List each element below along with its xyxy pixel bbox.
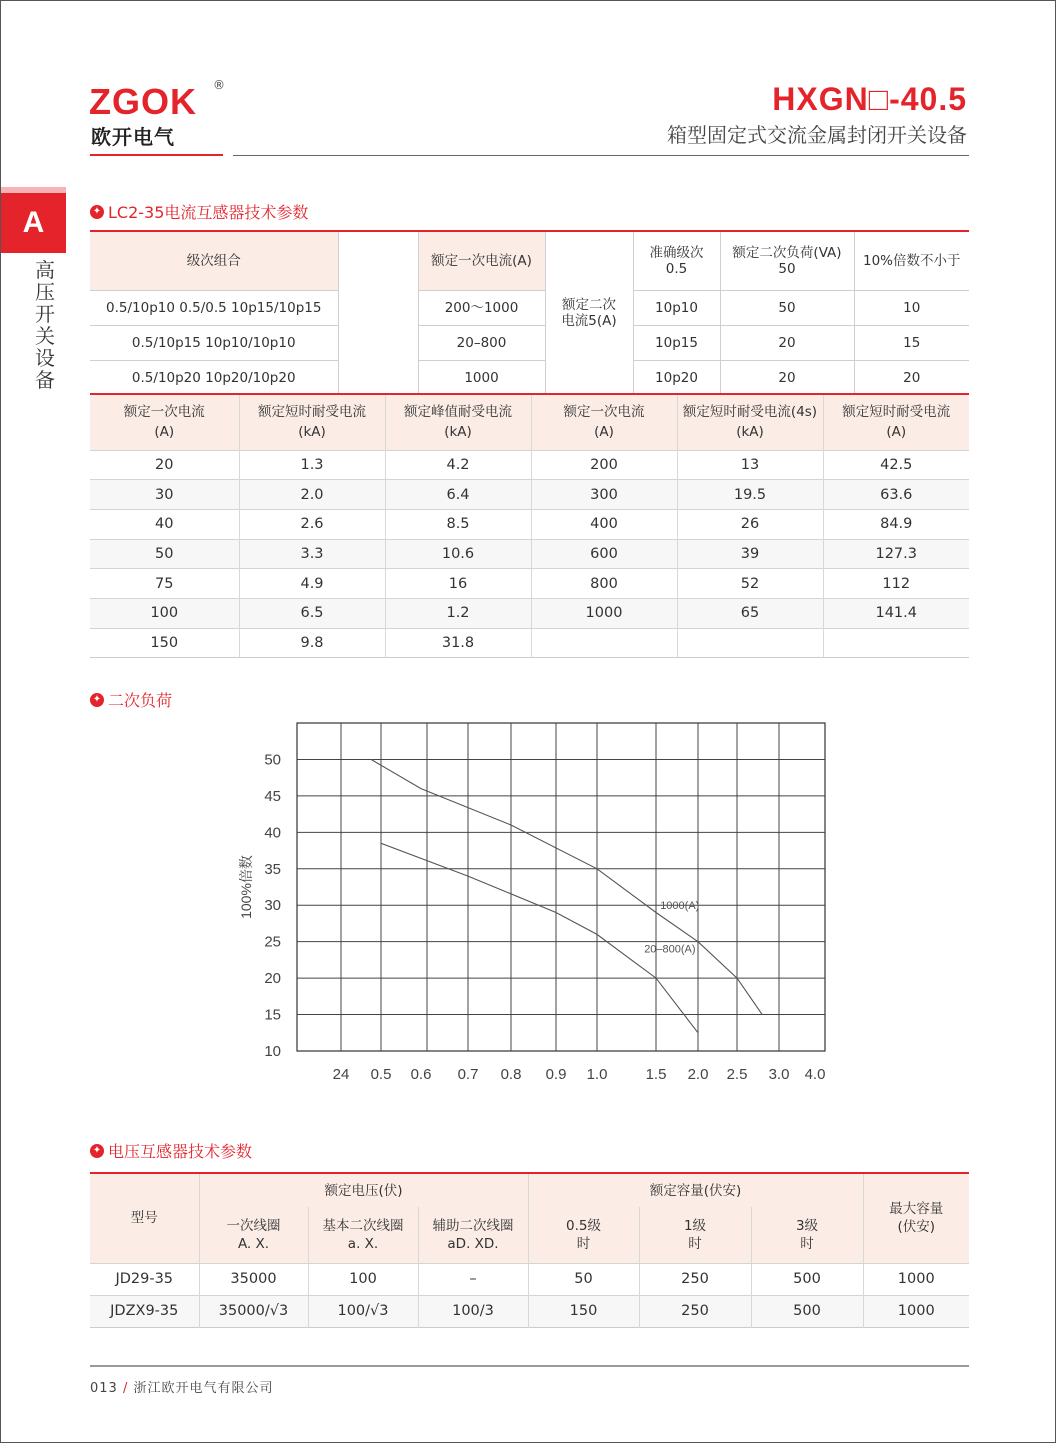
y-tick-label: 20 (264, 970, 281, 988)
section-title-text: LC2-35电流互感器技术参数 (108, 203, 309, 222)
column-header: 额定一次电流 (A) (531, 394, 677, 450)
table-cell: 3.3 (239, 539, 385, 569)
side-category-label: 高压开关设备 (35, 258, 55, 392)
table-cell: 500 (751, 1263, 863, 1295)
table-cell: JDZX9-35 (90, 1295, 199, 1327)
table-row (90, 569, 969, 599)
table-cell: 800 (531, 569, 677, 599)
voltage-subheader: 基本二次线圈 a. X. (308, 1207, 418, 1263)
series-line (371, 759, 762, 1014)
table-cell: 100 (90, 598, 239, 628)
table-cell: JD29-35 (90, 1263, 199, 1295)
x-tick-label: 1.0 (586, 1066, 608, 1083)
section-title-lc2 (90, 200, 308, 223)
class-cell: 10p10 (633, 290, 720, 325)
y-tick-label: 10 (264, 1043, 281, 1060)
combo-cell: 0.5/10p10 0.5/0.5 10p15/10p15 (90, 290, 338, 325)
voltage-subheader: 一次线圈 A. X. (199, 1207, 308, 1263)
table-row (90, 598, 969, 628)
vt-spec-table (90, 1172, 969, 1328)
burden-chart (231, 711, 841, 1091)
voltage-subheader: 辅助二次线圈 aD. XD. (418, 1207, 528, 1263)
table-cell (677, 628, 823, 658)
y-tick-label: 40 (264, 824, 281, 842)
table-cell: 20 (90, 450, 239, 480)
table-cell: 50 (528, 1263, 639, 1295)
table-cell: 13 (677, 450, 823, 480)
x-tick-label: 1.5 (645, 1066, 667, 1083)
burden-cell: 20 (720, 360, 854, 395)
header-secondary-current: 额定二次电流5(A) (545, 231, 633, 395)
table-row (90, 1263, 969, 1295)
footer (90, 1377, 274, 1396)
table-cell: – (418, 1263, 528, 1295)
header-rated-voltage: 额定电压(伏) (199, 1173, 528, 1207)
table-cell: 16 (385, 569, 531, 599)
x-tick-label: 2.0 (687, 1066, 709, 1083)
header-max-capacity: 最大容量(伏安) (863, 1173, 969, 1263)
table-cell: 4.2 (385, 450, 531, 480)
table-cell: 1000 (531, 598, 677, 628)
footer-separator: / (122, 1381, 129, 1396)
header-accuracy: 准确级次 0.5 (633, 231, 720, 290)
burden-cell: 20 (720, 325, 854, 360)
table-cell: 65 (677, 598, 823, 628)
page-number: 013 (90, 1381, 118, 1396)
table-row (90, 509, 969, 539)
brand-chinese-name: 欧开电气 (91, 125, 175, 149)
column-header: 额定短时耐受电流 (kA) (239, 394, 385, 450)
header-multiple: 10%倍数不小于 (854, 231, 969, 290)
y-tick-label: 25 (264, 933, 281, 951)
column-header: 额定峰值耐受电流 (kA) (385, 394, 531, 450)
company-name: 浙江欧开电气有限公司 (133, 1381, 274, 1396)
table-cell: 150 (528, 1295, 639, 1327)
table-cell: 4.9 (239, 569, 385, 599)
class-cell: 10p20 (633, 360, 720, 395)
table-cell: 75 (90, 569, 239, 599)
header-combo: 级次组合 (90, 231, 338, 290)
short-time-current-table (90, 393, 969, 658)
x-tick-label: 0.6 (410, 1066, 432, 1083)
plot-frame (297, 723, 825, 1051)
table-cell: 10.6 (385, 539, 531, 569)
table-cell: 1.2 (385, 598, 531, 628)
header-burden: 额定二次负荷(VA) 50 (720, 231, 854, 290)
table-cell: 112 (823, 569, 969, 599)
header-rated-capacity: 额定容量(伏安) (528, 1173, 863, 1207)
table-cell: 127.3 (823, 539, 969, 569)
x-tick-label: 24 (332, 1066, 350, 1083)
model-subtitle: 箱型固定式交流金属封闭开关设备 (667, 123, 967, 147)
table-row (90, 1295, 969, 1327)
combo-cell: 0.5/10p20 10p20/10p20 (90, 360, 338, 395)
star-bullet-icon: ✦ (90, 693, 104, 707)
table-cell: 26 (677, 509, 823, 539)
x-tick-label: 0.9 (545, 1066, 567, 1083)
capacity-subheader: 0.5级 时 (528, 1207, 639, 1263)
x-tick-label: 0.8 (500, 1066, 522, 1083)
series-label: 1000(A) (660, 899, 700, 912)
table-cell: 250 (639, 1263, 751, 1295)
table-cell: 2.6 (239, 509, 385, 539)
table-cell: 35000/√3 (199, 1295, 308, 1327)
x-tick-label: 4.0 (804, 1066, 826, 1083)
table-cell: 500 (751, 1295, 863, 1327)
side-tab-letter: A (1, 193, 66, 253)
table-cell: 9.8 (239, 628, 385, 658)
table-cell: 200 (531, 450, 677, 480)
section-title-burden (90, 688, 172, 711)
table-cell: 40 (90, 509, 239, 539)
multiple-cell: 15 (854, 325, 969, 360)
table-cell: 1000 (863, 1263, 969, 1295)
star-bullet-icon: ✦ (90, 1144, 104, 1158)
section-title-text: 电压互感器技术参数 (108, 1142, 253, 1161)
table-cell: 600 (531, 539, 677, 569)
model-title: HXGN□-40.5 (772, 81, 967, 117)
series-label: 20–800(A) (644, 943, 696, 956)
primary-cell: 1000 (418, 360, 545, 395)
table-cell: 300 (531, 480, 677, 510)
table-row (90, 539, 969, 569)
table-cell: 50 (90, 539, 239, 569)
header-rated-primary: 额定一次电流(A) (418, 231, 545, 290)
burden-cell: 50 (720, 290, 854, 325)
table-cell: 39 (677, 539, 823, 569)
primary-cell: 200～1000 (418, 290, 545, 325)
table-row (90, 628, 969, 658)
section-title-text: 二次负荷 (108, 691, 173, 710)
x-tick-label: 3.0 (768, 1066, 790, 1083)
primary-cell: 20–800 (418, 325, 545, 360)
section-title-vt (90, 1139, 252, 1162)
table-cell: 100/√3 (308, 1295, 418, 1327)
series-line (381, 843, 698, 1033)
ct-spec-table (90, 230, 969, 396)
y-tick-label: 45 (264, 787, 281, 805)
star-bullet-icon: ✦ (90, 205, 104, 219)
table-cell: 6.4 (385, 480, 531, 510)
table-cell: 42.5 (823, 450, 969, 480)
table-cell (823, 628, 969, 658)
table-cell: 35000 (199, 1263, 308, 1295)
x-tick-label: 0.7 (457, 1066, 479, 1083)
table-cell: 250 (639, 1295, 751, 1327)
column-header: 额定一次电流 (A) (90, 394, 239, 450)
y-tick-label: 35 (264, 860, 281, 878)
table-cell: 31.8 (385, 628, 531, 658)
y-tick-label: 50 (264, 751, 281, 769)
table-cell (531, 628, 677, 658)
logo-underline (90, 154, 223, 156)
y-tick-label: 30 (264, 897, 281, 915)
table-row (90, 480, 969, 510)
combo-cell: 0.5/10p15 10p10/10p10 (90, 325, 338, 360)
table-cell: 8.5 (385, 509, 531, 539)
x-tick-label: 0.5 (370, 1066, 392, 1083)
column-header: 额定短时耐受电流(4s) (kA) (677, 394, 823, 450)
table-cell: 30 (90, 480, 239, 510)
header-model: 型号 (90, 1173, 199, 1263)
capacity-subheader: 1级 时 (639, 1207, 751, 1263)
table-cell: 84.9 (823, 509, 969, 539)
table-cell: 100 (308, 1263, 418, 1295)
table-cell: 2.0 (239, 480, 385, 510)
table-cell: 63.6 (823, 480, 969, 510)
brand-logo: ZGOK (89, 81, 197, 122)
registered-mark: ® (213, 78, 225, 92)
table-cell: 141.4 (823, 598, 969, 628)
capacity-subheader: 3级 时 (751, 1207, 863, 1263)
table-cell: 6.5 (239, 598, 385, 628)
table-cell: 19.5 (677, 480, 823, 510)
y-tick-label: 15 (264, 1006, 281, 1024)
table-cell: 150 (90, 628, 239, 658)
empty-cell (338, 231, 418, 395)
multiple-cell: 10 (854, 290, 969, 325)
x-tick-label: 2.5 (726, 1066, 748, 1083)
table-cell: 52 (677, 569, 823, 599)
table-cell: 1000 (863, 1295, 969, 1327)
table-row (90, 450, 969, 480)
table-cell: 100/3 (418, 1295, 528, 1327)
multiple-cell: 20 (854, 360, 969, 395)
header-divider (233, 155, 969, 156)
footer-divider (90, 1365, 969, 1367)
table-cell: 1.3 (239, 450, 385, 480)
y-axis-label: 100%倍数 (238, 855, 254, 919)
table-cell: 400 (531, 509, 677, 539)
class-cell: 10p15 (633, 325, 720, 360)
column-header: 额定短时耐受电流 (A) (823, 394, 969, 450)
